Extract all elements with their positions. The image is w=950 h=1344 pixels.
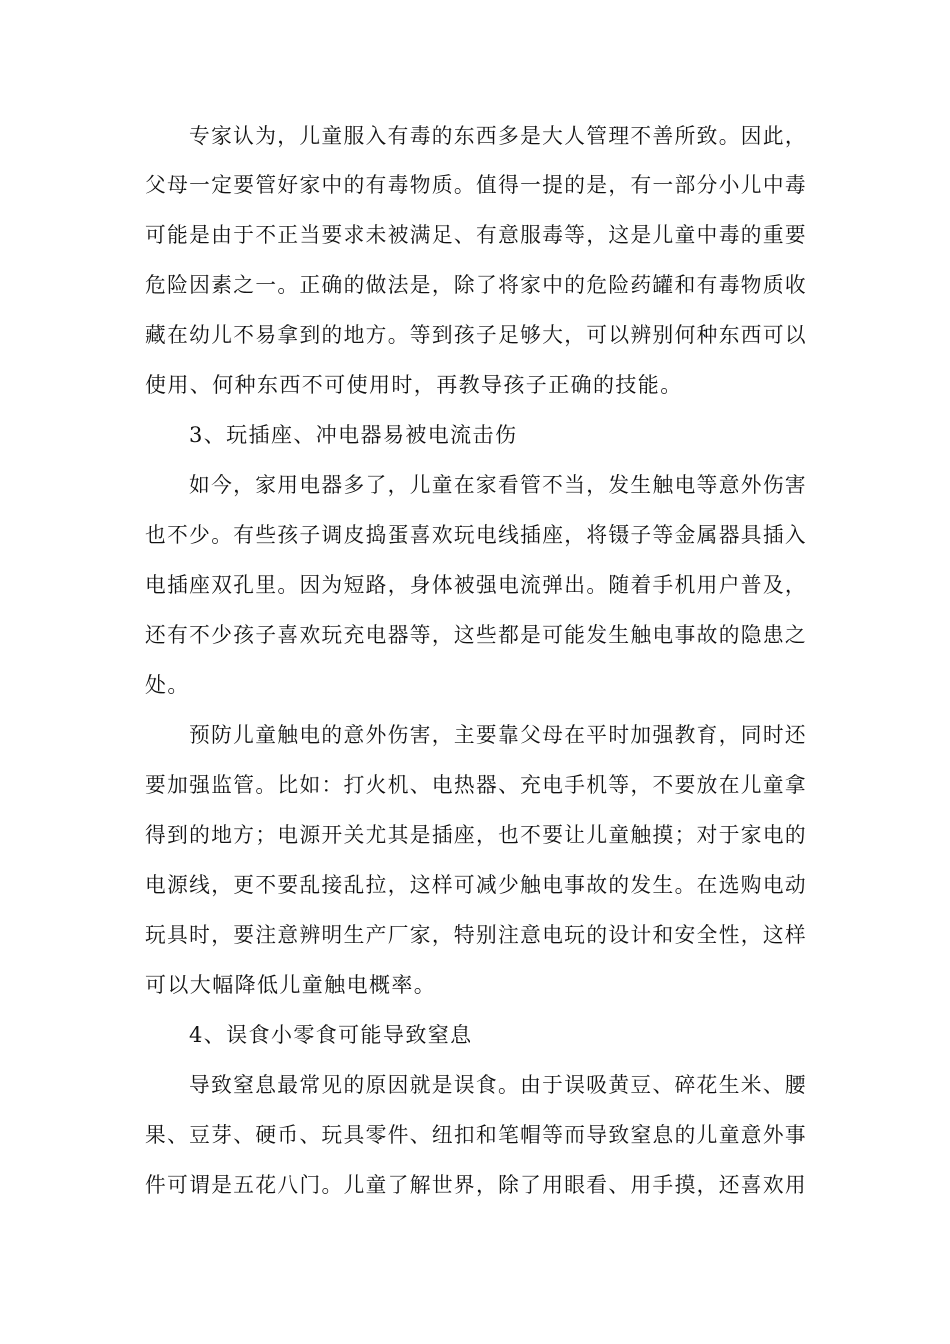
text-line-3: 可能是由于不正当要求未被满足、有意服毒等，这是儿童中毒的重要 xyxy=(145,223,807,247)
text-line-11: 还有不少孩子喜欢玩充电器等，这些都是可能发生触电事故的隐患之 xyxy=(145,623,807,647)
text-line-9: 也不少。有些孩子调皮捣蛋喜欢玩电线插座，将镊子等金属器具插入 xyxy=(145,523,807,547)
section-heading-4: 4、误食小零食可能导致窒息 xyxy=(189,1023,473,1047)
text-line-13: 预防儿童触电的意外伤害，主要靠父母在平时加强教育，同时还 xyxy=(189,723,807,747)
text-line-15: 得到的地方；电源开关尤其是插座，也不要让儿童触摸；对于家电的 xyxy=(145,823,807,847)
text-line-18: 可以大幅降低儿童触电概率。 xyxy=(145,973,437,997)
text-line-6: 使用、何种东西不可使用时，再教导孩子正确的技能。 xyxy=(145,373,683,397)
text-line-14: 要加强监管。比如：打火机、电热器、充电手机等，不要放在儿童拿 xyxy=(145,773,807,797)
text-line-5: 藏在幼儿不易拿到的地方。等到孩子足够大，可以辨别何种东西可以 xyxy=(145,323,807,347)
document-page xyxy=(145,0,807,1344)
text-line-16: 电源线，更不要乱接乱拉，这样可减少触电事故的发生。在选购电动 xyxy=(145,873,807,897)
section-heading-3: 3、玩插座、冲电器易被电流击伤 xyxy=(189,423,518,447)
text-line-1: 专家认为，儿童服入有毒的东西多是大人管理不善所致。因此， xyxy=(189,124,807,148)
text-line-17: 玩具时，要注意辨明生产厂家，特别注意电玩的设计和安全性，这样 xyxy=(145,923,807,947)
text-line-2: 父母一定要管好家中的有毒物质。值得一提的是，有一部分小儿中毒 xyxy=(145,173,807,197)
text-line-4: 危险因素之一。正确的做法是，除了将家中的危险药罐和有毒物质收 xyxy=(145,273,807,297)
text-line-10: 电插座双孔里。因为短路，身体被强电流弹出。随着手机用户普及， xyxy=(145,573,807,597)
text-line-20: 导致窒息最常见的原因就是误食。由于误吸黄豆、碎花生米、腰 xyxy=(189,1073,807,1097)
text-line-12: 处。 xyxy=(145,673,190,697)
text-line-21: 果、豆芽、硬币、玩具零件、纽扣和笔帽等而导致窒息的儿童意外事 xyxy=(145,1123,807,1147)
text-line-22: 件可谓是五花八门。儿童了解世界，除了用眼看、用手摸，还喜欢用 xyxy=(145,1173,807,1197)
text-line-8: 如今，家用电器多了，儿童在家看管不当，发生触电等意外伤害 xyxy=(189,473,807,497)
